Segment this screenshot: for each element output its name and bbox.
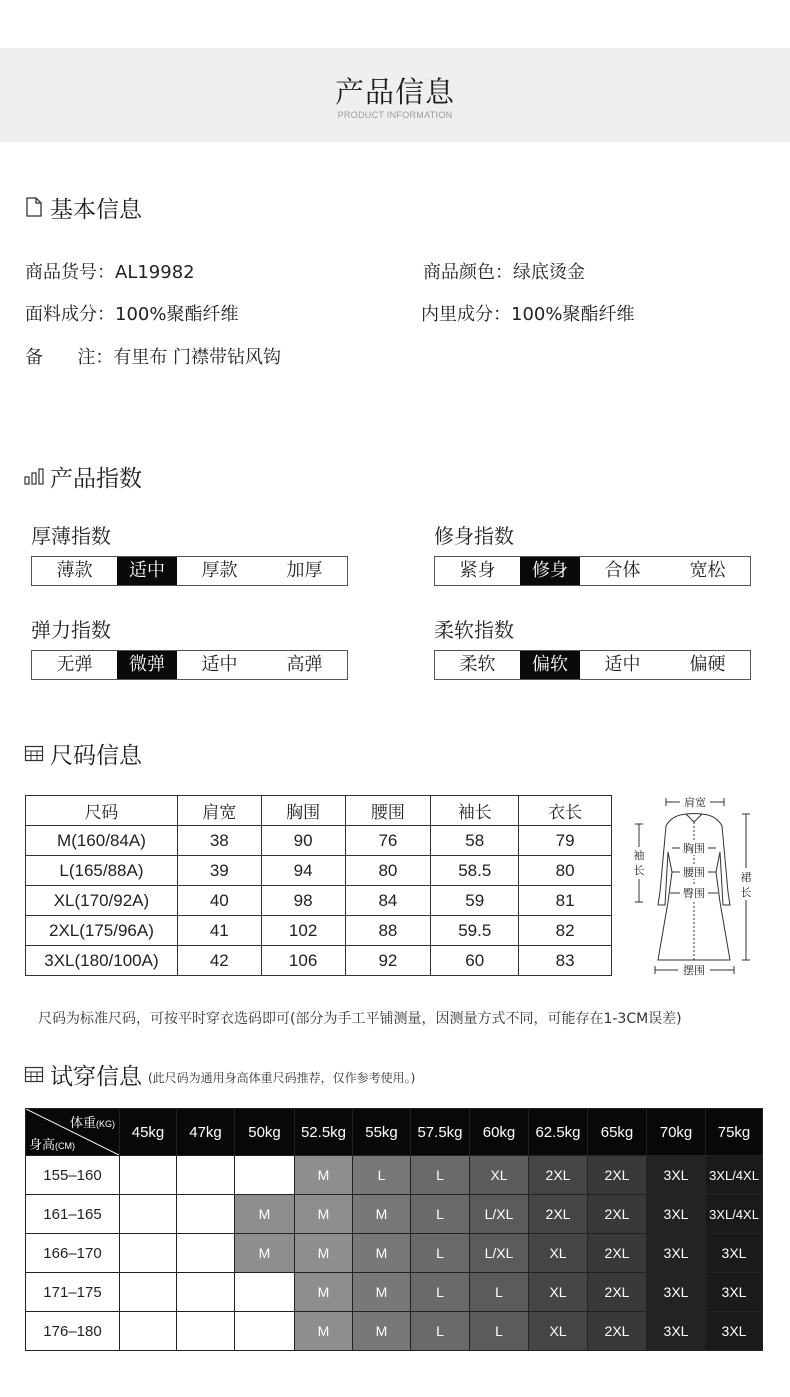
lining-composition: 内里成分：100%聚酯纤维: [421, 304, 635, 325]
weight-axis-label: 体重: [69, 1115, 96, 1130]
recommended-size-cell: M: [353, 1273, 411, 1312]
size-value-cell: 81: [519, 886, 612, 916]
size-value-cell: 84: [345, 886, 431, 916]
size-label-cell: M(160/84A): [26, 826, 178, 856]
recommended-size-cell: 2XL: [588, 1195, 647, 1234]
empty-size-cell: [120, 1312, 177, 1351]
size-header-cell: 衣长: [519, 796, 612, 826]
header-banner: [0, 48, 790, 142]
recommended-size-cell: L: [353, 1156, 411, 1195]
recommended-size-cell: M: [235, 1234, 295, 1273]
empty-size-cell: [177, 1312, 235, 1351]
softness-option: 适中: [604, 654, 641, 675]
weight-header-cell: 62.5kg: [529, 1109, 588, 1156]
size-value-cell: 79: [519, 826, 612, 856]
size-row: [26, 946, 612, 976]
size-value-cell: 92: [345, 946, 431, 976]
recommended-size-cell: 2XL: [588, 1156, 647, 1195]
recommended-size-cell: XL: [529, 1234, 588, 1273]
recommended-size-cell: 3XL: [706, 1312, 763, 1351]
size-value-cell: 76: [345, 826, 431, 856]
size-label-cell: XL(170/92A): [26, 886, 178, 916]
fit-table-corner: [26, 1109, 120, 1156]
softness-index-scale: [434, 650, 751, 680]
page-subtitle: PRODUCT INFORMATION: [337, 110, 453, 120]
stretch-option: 高弹: [286, 654, 323, 675]
recommended-size-cell: L: [411, 1273, 470, 1312]
empty-size-cell: [235, 1273, 295, 1312]
weight-header-cell: 70kg: [647, 1109, 706, 1156]
height-cell: 166–170: [26, 1234, 120, 1273]
empty-size-cell: [235, 1156, 295, 1195]
recommended-size-cell: M: [295, 1312, 353, 1351]
height-axis-label: 身高: [29, 1137, 56, 1152]
fit-option: 合体: [604, 560, 641, 581]
page-title: 产品信息: [334, 75, 455, 109]
recommended-size-cell: XL: [529, 1273, 588, 1312]
fit-info-heading: [24, 1059, 415, 1089]
size-header-cell: 尺码: [26, 796, 178, 826]
size-header-cell: 腰围: [345, 796, 431, 826]
size-label-cell: 2XL(175/96A): [26, 916, 178, 946]
size-row: [26, 886, 612, 916]
recommended-size-cell: 2XL: [588, 1312, 647, 1351]
recommended-size-cell: L/XL: [470, 1234, 529, 1273]
recommended-size-cell: M: [295, 1234, 353, 1273]
stretch-index-label: 弹力指数: [31, 618, 111, 642]
recommended-size-cell: 2XL: [529, 1195, 588, 1234]
softness-option-selected: 偏软: [520, 651, 580, 679]
basic-info-title: 基本信息: [50, 196, 142, 223]
recommended-size-cell: 3XL: [647, 1312, 706, 1351]
recommended-size-cell: XL: [470, 1156, 529, 1195]
height-cell: 176–180: [26, 1312, 120, 1351]
size-row: [26, 856, 612, 886]
recommended-size-cell: M: [353, 1312, 411, 1351]
recommended-size-cell: L/XL: [470, 1195, 529, 1234]
weight-header-cell: 65kg: [588, 1109, 647, 1156]
weight-header-cell: 60kg: [470, 1109, 529, 1156]
size-value-cell: 80: [519, 856, 612, 886]
size-value-cell: 82: [519, 916, 612, 946]
size-value-cell: 39: [177, 856, 261, 886]
empty-size-cell: [120, 1273, 177, 1312]
weight-header-cell: 57.5kg: [411, 1109, 470, 1156]
weight-axis-unit: (KG): [96, 1119, 115, 1129]
hip-label: 臀围: [683, 887, 705, 900]
sleeve-label-1: 袖: [633, 849, 645, 862]
fit-info-note: (此尺码为通用身高体重尺码推荐，仅作参考使用。): [148, 1070, 416, 1085]
size-note: 尺码为标准尺码，可按平时穿衣选码即可(部分为手工平铺测量，因测量方式不同，可能存在1-3CM误差): [38, 1011, 682, 1027]
recommended-size-cell: 3XL/4XL: [706, 1156, 763, 1195]
size-value-cell: 102: [261, 916, 345, 946]
stretch-index-scale: [31, 650, 348, 680]
weight-header-cell: 47kg: [177, 1109, 235, 1156]
size-value-cell: 41: [177, 916, 261, 946]
grid-table-icon: [24, 1064, 44, 1084]
empty-size-cell: [120, 1156, 177, 1195]
size-value-cell: 94: [261, 856, 345, 886]
size-table: [25, 795, 612, 976]
empty-size-cell: [235, 1312, 295, 1351]
remark: 备 注：有里布 门襟带钻风钩: [25, 347, 282, 368]
size-value-cell: 88: [345, 916, 431, 946]
fit-info-title: 试穿信息: [50, 1063, 142, 1090]
hem-label: 摆围: [683, 964, 705, 977]
recommended-size-cell: 2XL: [529, 1156, 588, 1195]
fit-table: [25, 1108, 763, 1351]
fit-option: 紧身: [459, 560, 496, 581]
item-number: 商品货号：AL19982: [25, 262, 195, 283]
size-value-cell: 98: [261, 886, 345, 916]
fit-row: [26, 1234, 763, 1273]
thickness-option: 加厚: [286, 560, 323, 581]
softness-index-label: 柔软指数: [434, 618, 514, 642]
height-cell: 171–175: [26, 1273, 120, 1312]
waist-label: 腰围: [683, 866, 705, 879]
recommended-size-cell: M: [353, 1234, 411, 1273]
recommended-size-cell: L: [411, 1156, 470, 1195]
empty-size-cell: [177, 1273, 235, 1312]
size-value-cell: 38: [177, 826, 261, 856]
grid-table-icon: [24, 743, 44, 763]
thickness-option-selected: 适中: [117, 557, 177, 585]
fabric-composition: 面料成分：100%聚酯纤维: [25, 304, 239, 325]
weight-header-cell: 75kg: [706, 1109, 763, 1156]
size-value-cell: 58: [431, 826, 519, 856]
thickness-option: 厚款: [201, 560, 238, 581]
size-value-cell: 58.5: [431, 856, 519, 886]
size-value-cell: 59.5: [431, 916, 519, 946]
size-value-cell: 83: [519, 946, 612, 976]
document-icon: [24, 197, 44, 217]
bar-chart-icon: [24, 466, 44, 486]
weight-header-cell: 55kg: [353, 1109, 411, 1156]
recommended-size-cell: XL: [529, 1312, 588, 1351]
size-header-cell: 胸围: [261, 796, 345, 826]
size-value-cell: 59: [431, 886, 519, 916]
recommended-size-cell: 3XL: [647, 1273, 706, 1312]
size-info-title: 尺码信息: [50, 742, 142, 769]
recommended-size-cell: 2XL: [588, 1273, 647, 1312]
size-row: [26, 916, 612, 946]
shoulder-label: 肩宽: [684, 796, 706, 809]
size-label-cell: L(165/88A): [26, 856, 178, 886]
size-value-cell: 40: [177, 886, 261, 916]
recommended-size-cell: L: [411, 1195, 470, 1234]
size-value-cell: 80: [345, 856, 431, 886]
empty-size-cell: [177, 1195, 235, 1234]
basic-info-heading: [24, 192, 142, 222]
fit-option-selected: 修身: [520, 557, 580, 585]
fit-row: [26, 1312, 763, 1351]
chest-label: 胸围: [683, 842, 705, 855]
fit-option: 宽松: [689, 560, 726, 581]
size-value-cell: 60: [431, 946, 519, 976]
fit-row: [26, 1195, 763, 1234]
recommended-size-cell: M: [295, 1273, 353, 1312]
size-value-cell: 90: [261, 826, 345, 856]
size-value-cell: 106: [261, 946, 345, 976]
skirt-label-2: 长: [740, 886, 752, 899]
size-header-cell: 肩宽: [177, 796, 261, 826]
fit-index-scale: [434, 556, 751, 586]
sleeve-label-2: 长: [633, 864, 645, 877]
item-color: 商品颜色：绿底烫金: [423, 262, 585, 283]
height-axis-unit: (CM): [55, 1141, 76, 1151]
dress-measurement-diagram: [628, 792, 758, 977]
size-header-cell: 袖长: [431, 796, 519, 826]
recommended-size-cell: M: [295, 1195, 353, 1234]
softness-option: 偏硬: [689, 654, 726, 675]
recommended-size-cell: L: [411, 1312, 470, 1351]
stretch-option-selected: 微弹: [117, 651, 177, 679]
empty-size-cell: [177, 1234, 235, 1273]
recommended-size-cell: 3XL: [706, 1234, 763, 1273]
product-index-title: 产品指数: [50, 465, 142, 492]
height-cell: 161–165: [26, 1195, 120, 1234]
recommended-size-cell: 3XL: [647, 1195, 706, 1234]
empty-size-cell: [120, 1195, 177, 1234]
stretch-option: 无弹: [56, 654, 93, 675]
recommended-size-cell: L: [470, 1273, 529, 1312]
recommended-size-cell: 2XL: [588, 1234, 647, 1273]
fit-row: [26, 1156, 763, 1195]
size-info-heading: [24, 738, 142, 768]
size-value-cell: 42: [177, 946, 261, 976]
thickness-option: 薄款: [56, 560, 93, 581]
fit-index-label: 修身指数: [434, 524, 514, 548]
recommended-size-cell: 3XL: [647, 1156, 706, 1195]
recommended-size-cell: 3XL/4XL: [706, 1195, 763, 1234]
weight-header-cell: 52.5kg: [295, 1109, 353, 1156]
stretch-option: 适中: [201, 654, 238, 675]
height-cell: 155–160: [26, 1156, 120, 1195]
recommended-size-cell: 3XL: [647, 1234, 706, 1273]
weight-header-cell: 45kg: [120, 1109, 177, 1156]
product-index-heading: [24, 461, 142, 491]
recommended-size-cell: M: [235, 1195, 295, 1234]
recommended-size-cell: L: [411, 1234, 470, 1273]
empty-size-cell: [120, 1234, 177, 1273]
recommended-size-cell: L: [470, 1312, 529, 1351]
size-label-cell: 3XL(180/100A): [26, 946, 178, 976]
thickness-index-scale: [31, 556, 348, 586]
fit-row: [26, 1273, 763, 1312]
recommended-size-cell: 3XL: [706, 1273, 763, 1312]
skirt-label-1: 裙: [740, 871, 752, 884]
thickness-index-label: 厚薄指数: [31, 524, 111, 548]
softness-option: 柔软: [459, 654, 496, 675]
empty-size-cell: [177, 1156, 235, 1195]
weight-header-cell: 50kg: [235, 1109, 295, 1156]
recommended-size-cell: M: [295, 1156, 353, 1195]
recommended-size-cell: M: [353, 1195, 411, 1234]
size-row: [26, 826, 612, 856]
